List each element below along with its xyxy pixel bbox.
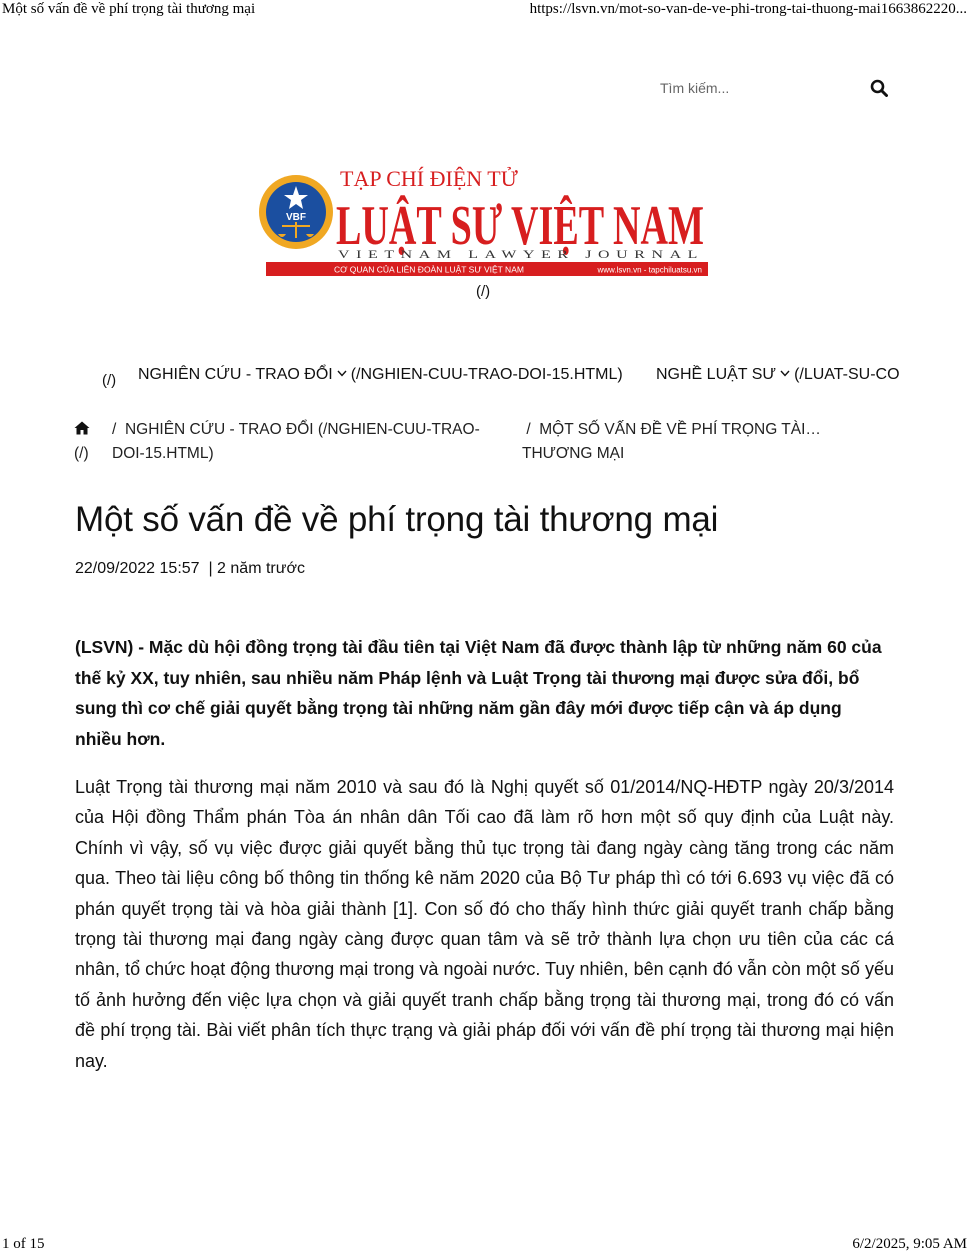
logo-top-text: TẠP CHÍ ĐIỆN TỬ — [340, 166, 518, 191]
article-lead — [75, 632, 885, 754]
article-paragraph: Luật Trọng tài thương mại năm 2010 và sau đó là Nghị quyết số 01/2014/NQ-HĐTP ngày 20/3/2014 của Hội đồng Thẩm phán Tòa án nhân dân Tối cao đã làm rõ hơn một số quy định của Luật này. Chính vì vậy, số vụ việc được giải quyết bằng thủ tục trọng tài đang ngày càng tăng trong các năm qua. Theo tài liệu công bố thông tin thống kê năm 2020 của Bộ Tư pháp thì có tới 6.693 vụ việc đã có phán quyết trọng tài và hòa giải thành [1]. Con số đó cho thấy hình thức giải quyết tranh chấp bằng trọng tài thương mại đang ngày càng được quan tâm và sẽ trở thành lựa chọn ưu tiên của các cá nhân, tổ chức hoạt động thương mại trong và ngoài nước. Tuy nhiên, bên cạnh đó vẫn còn một số yếu tố ảnh hưởng đến việc lựa chọn và giải quyết tranh chấp bằng trọng tài thương mại, trong đó có vấn đề phí trọng tài. Bài viết phân tích thực trạng và giải pháp đối với vấn đề phí trọng tài thương mại hiện nay. — [75, 777, 894, 1071]
nav-item-label: NGHỀ LUẬT SƯ — [656, 366, 777, 383]
breadcrumb-section-label: NGHIÊN CỨU - TRAO ĐỔI (/NGHIEN-CUU-TRAO-DOI-15.HTML) — [112, 421, 480, 462]
logo-band-left: CƠ QUAN CỦA LIÊN ĐOÀN LUẬT SƯ VIỆT NAM — [334, 264, 524, 275]
breadcrumb-separator: / — [112, 421, 117, 438]
logo-band-right: www.lsvn.vn - tapchiluatsu.vn — [597, 265, 702, 275]
article-lead-prefix: (LSVN) - — [75, 637, 149, 657]
nav-item-href: (/LUAT-SU-CO — [794, 366, 900, 383]
logo-main-text: LUẬT SƯ VIỆ — [336, 195, 693, 257]
breadcrumb-section[interactable] — [112, 418, 502, 466]
main-nav — [0, 364, 969, 394]
nav-home-link[interactable]: (/) — [102, 372, 117, 389]
print-page-number: 1 of 15 — [2, 1236, 45, 1252]
breadcrumb-current-label: MỘT SỐ VẤN ĐỀ VỀ PHÍ TRỌNG TÀI… THƯƠNG MẠI — [522, 421, 821, 462]
article-date: 22/09/2022 15:57 — [75, 560, 200, 577]
breadcrumb-home-link: (/) — [74, 445, 89, 462]
print-datetime: 6/2/2025, 9:05 AM — [852, 1236, 967, 1252]
breadcrumb-current — [522, 418, 882, 466]
nav-item-href: (/NGHIEN-CUU-TRAO-DOI-15.HTML) — [350, 366, 623, 383]
nav-item-label: NGHIÊN CỨU - TRAO ĐỔI — [138, 366, 333, 383]
nav-item-nghe-luat-su[interactable] — [656, 366, 900, 384]
nav-item-nghien-cuu[interactable] — [138, 366, 623, 384]
logo-sub-text: VIETNAM LAWYER JOURNAL — [338, 247, 704, 261]
emblem-text: VBF — [286, 212, 306, 223]
chevron-down-icon — [337, 370, 347, 377]
search-input[interactable] — [660, 78, 860, 98]
search-button[interactable] — [870, 79, 890, 99]
print-header — [0, 1, 969, 21]
search-bar — [660, 78, 890, 100]
breadcrumb-home[interactable] — [74, 418, 117, 466]
print-footer — [0, 1236, 969, 1254]
vbf-emblem — [259, 175, 333, 249]
chevron-down-icon — [780, 370, 790, 377]
article-meta — [75, 560, 305, 578]
logo-link[interactable]: (/) — [476, 283, 491, 300]
print-title: Một số vấn đề về phí trọng tài thương mại — [2, 1, 256, 17]
print-url: https://lsvn.vn/mot-so-van-de-ve-phi-trong-tai-thuong-mai1663862220... — [529, 1, 967, 17]
article-lead-text: Mặc dù hội đồng trọng tài đầu tiên tại Việt Nam đã được thành lập từ những năm 60 của thế kỷ XX, tuy nhiên, sau nhiều năm Pháp lệnh và Luật Trọng tài thương mại được sửa đổi, bổ sung thì cơ chế giải quyết bằng trọng tài những năm gần đây mới được tiếp cận và áp dụng nhiều hơn. — [75, 637, 882, 749]
article-relative-time: | 2 năm trước — [208, 560, 305, 577]
breadcrumb-separator: / — [526, 421, 531, 438]
home-icon — [74, 421, 90, 435]
site-logo[interactable] — [258, 164, 708, 278]
search-icon — [870, 79, 888, 97]
article-title: Một số vấn đề về phí trọng tài thương mại — [75, 500, 719, 539]
